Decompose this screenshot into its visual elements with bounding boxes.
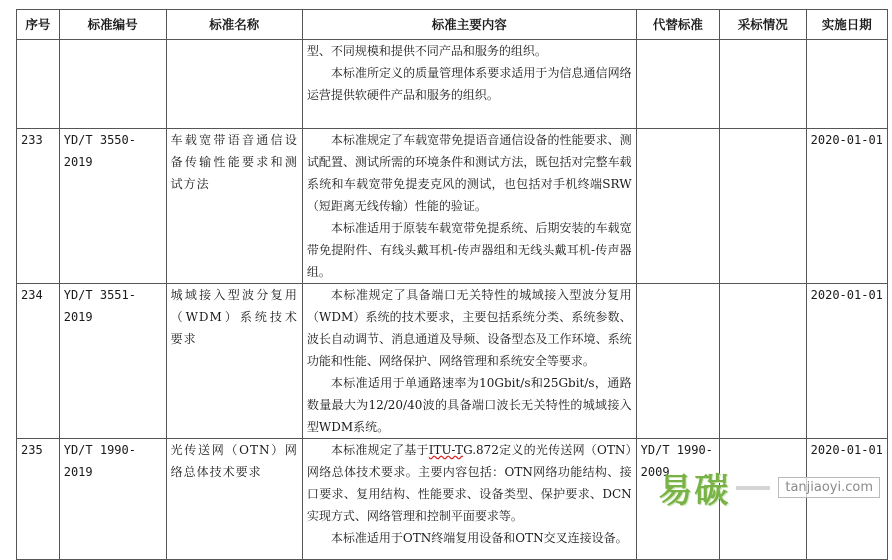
cell-seq: 233	[17, 129, 60, 284]
cell-adopt	[720, 40, 806, 129]
content-paragraph: 本标准规定了车载宽带免提语音通信设备的性能要求、测试配置、测试所需的环境条件和测试方法，既包括对完整车载系统和车载宽带免提麦克风的测试，也包括对手机终端SRW（短距离无线传输）性能的验证。	[306, 133, 632, 213]
cell-seq: 235	[17, 439, 60, 560]
watermark-brand: 易碳	[658, 471, 731, 511]
cell-replace: YD/T 1990-2009	[636, 439, 719, 560]
content-paragraph: 本标准规定了具备端口无关特性的城域接入型波分复用（WDM）系统的技术要求，主要包括系统分类、系统参数、波长自动调节、消息通道及导频、设备型态及工作环境、系统功能和性能、网络保护、网络管理和系统安全等要求。	[306, 288, 632, 368]
spellcheck-marked-text: ITU-T	[428, 443, 464, 457]
table-row-continuation	[17, 40, 888, 129]
cell-content	[302, 439, 636, 560]
cell-seq	[17, 40, 60, 129]
cell-date	[806, 40, 887, 129]
header-seq: 序号	[17, 10, 60, 40]
cell-replace	[636, 40, 719, 129]
cell-replace	[636, 284, 719, 439]
content-text: 本标准规定了基于	[330, 443, 429, 457]
header-name: 标准名称	[166, 10, 302, 40]
cell-code	[59, 40, 166, 129]
cell-name: 城域接入型波分复用（WDM）系统技术要求	[166, 284, 302, 439]
content-paragraph: 本标准适用于原装车载宽带免提系统、后期安装的车载宽带免提附件、有线头戴耳机-传声器组和无线头戴耳机-传声器组。	[306, 221, 632, 279]
cell-date: 2020-01-01	[806, 439, 887, 560]
cell-content	[302, 284, 636, 439]
table-row	[17, 129, 888, 284]
header-code: 标准编号	[59, 10, 166, 40]
cell-code: YD/T 1990-2019	[59, 439, 166, 560]
cell-seq: 234	[17, 284, 60, 439]
cell-code: YD/T 3550-2019	[59, 129, 166, 284]
content-paragraph: 本标准适用于单通路速率为10Gbit/s和25Gbit/s，通路数量最大为12/20/40波的具备端口波长无关特性的城域接入型WDM系统。	[306, 376, 632, 434]
header-date: 实施日期	[806, 10, 887, 40]
table-header-row	[17, 10, 888, 40]
header-adopt: 采标情况	[720, 10, 806, 40]
header-replace: 代替标准	[636, 10, 719, 40]
cell-replace	[636, 129, 719, 284]
cell-name: 光传送网（OTN）网络总体技术要求	[166, 439, 302, 560]
cell-date: 2020-01-01	[806, 129, 887, 284]
content-paragraph	[307, 439, 632, 527]
cell-adopt	[720, 129, 806, 284]
content-paragraph: 本标准适用于OTN终端复用设备和OTN交叉连接设备。	[330, 531, 628, 545]
cell-content	[302, 129, 636, 284]
content-paragraph: 型、不同规模和提供不同产品和服务的组织。	[306, 44, 547, 58]
cell-name: 车载宽带语音通信设备传输性能要求和测试方法	[166, 129, 302, 284]
content-text: G.872定义的光传送网（OTN）网络总体技术要求。主要内容包括：OTN网络功能结构、接口要求、复用结构、性能要求、设备类型、保护要求、DCN实现方式、网络管理和控制平面要求等。	[306, 443, 632, 523]
cell-date: 2020-01-01	[806, 284, 887, 439]
header-content: 标准主要内容	[302, 10, 636, 40]
watermark-bar-icon	[736, 486, 770, 490]
watermark-url: tanjiaoyi.com	[778, 477, 880, 498]
watermark-logo	[658, 463, 880, 512]
cell-adopt	[720, 284, 806, 439]
cell-content	[302, 40, 636, 129]
cell-name	[166, 40, 302, 129]
table-row	[17, 284, 888, 439]
cell-code: YD/T 3551-2019	[59, 284, 166, 439]
content-paragraph: 本标准所定义的质量管理体系要求适用于为信息通信网络运营提供软硬件产品和服务的组织。	[306, 66, 632, 102]
